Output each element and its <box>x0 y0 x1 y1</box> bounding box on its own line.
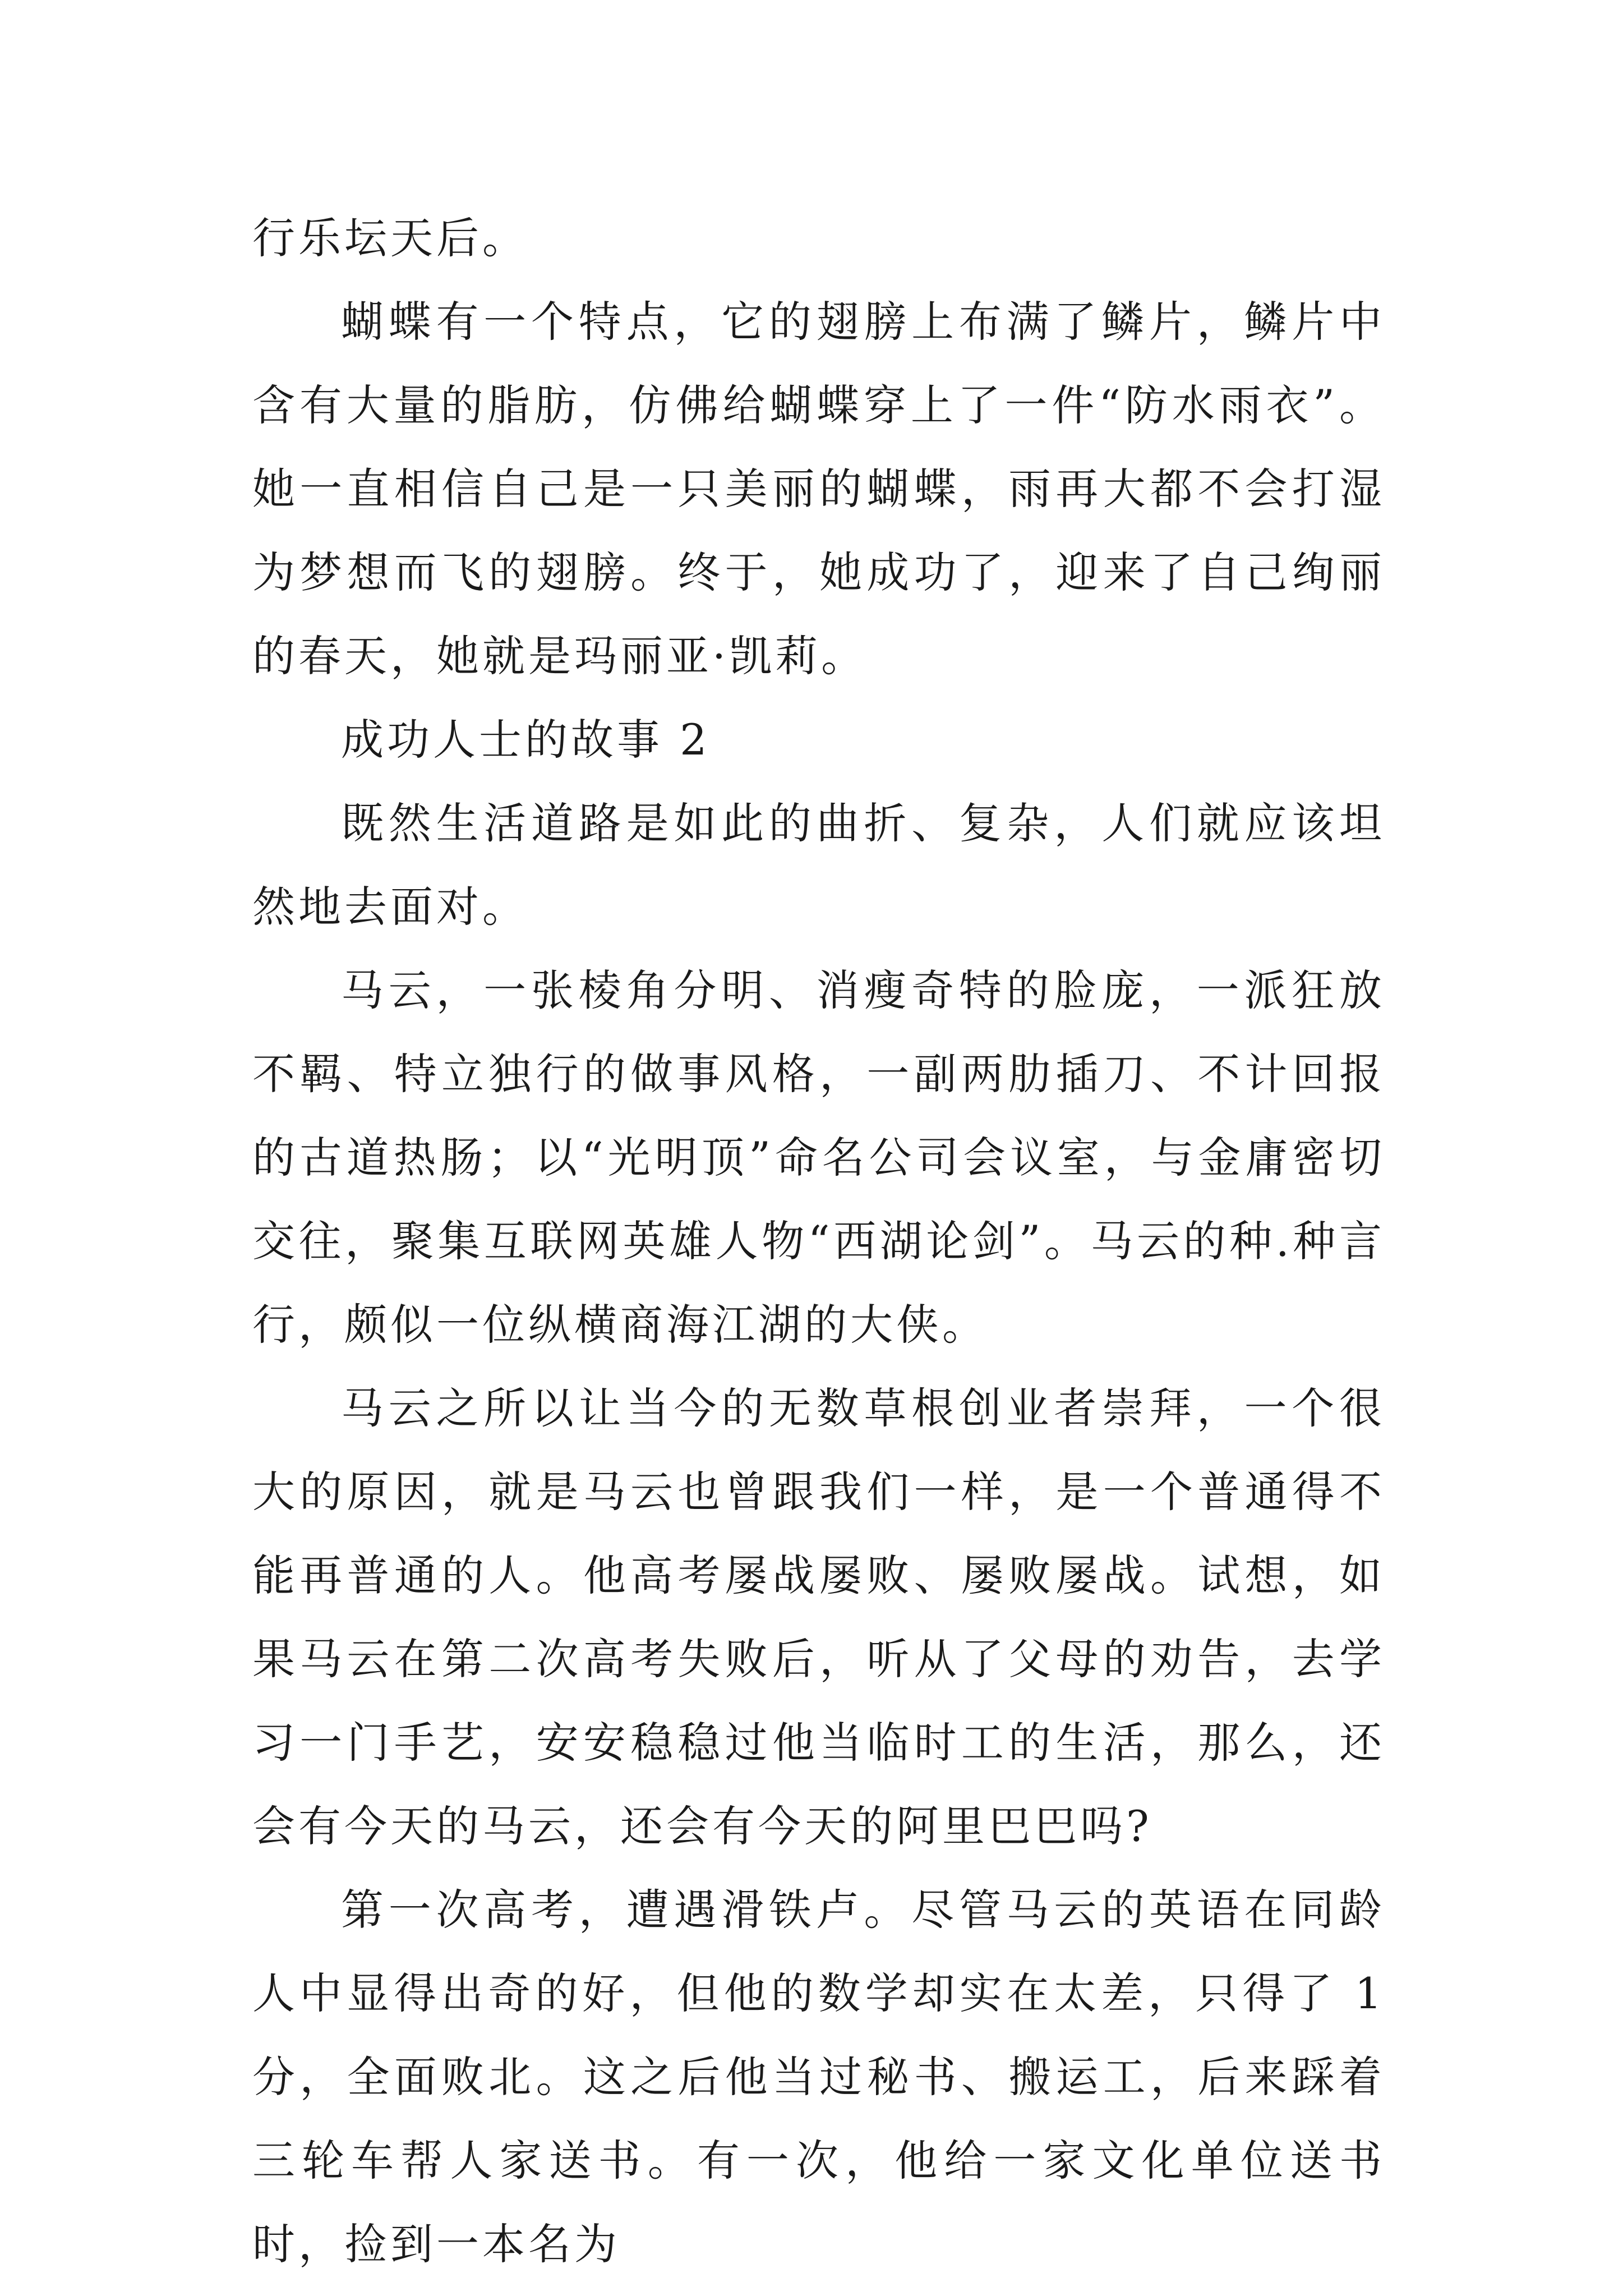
section-heading: 成功人士的故事 2 <box>341 715 711 765</box>
document-body <box>252 196 1385 2286</box>
paragraph-1: 行乐坛天后。 <box>252 213 528 263</box>
paragraph-2: 蝴蝶有一个特点，它的翅膀上布满了鳞片，鳞片中含有大量的脂肪，仿佛给蝴蝶穿上了一件“防水雨衣”。她一直相信自己是一只美丽的蝴蝶，雨再大都不会打湿为梦想而飞的翅膀。终于，她成功了，迎来了自己绚丽的春天，她就是玛丽亚·凯莉。 <box>252 297 1385 681</box>
paragraph-5: 马云之所以让当今的无数草根创业者崇拜，一个很大的原因，就是马云也曾跟我们一样，是一个普通得不能再普通的人。他高考屡战屡败、屡败屡战。试想，如果马云在第二次高考失败后，听从了父母的劝告，去学习一门手艺，安安稳稳过他当临时工的生活，那么，还会有今天的马云，还会有今天的阿里巴巴吗? <box>252 1383 1385 1851</box>
paragraph-4: 马云，一张棱角分明、消瘦奇特的脸庞，一派狂放不羁、特立独行的做事风格，一副两肋插刀、不计回报的古道热肠；以“光明顶”命名公司会议室，与金庸密切交往，聚集互联网英雄人物“西湖论剑”。马云的种.种言行，颇似一位纵横商海江湖的大侠。 <box>252 965 1385 1350</box>
paragraph-3: 既然生活道路是如此的曲折、复杂，人们就应该坦然地去面对。 <box>252 798 1385 932</box>
paragraph-6: 第一次高考，遭遇滑铁卢。尽管马云的英语在同龄人中显得出奇的好，但他的数学却实在太差，只得了 1 分，全面败北。这之后他当过秘书、搬运工，后来踩着三轮车帮人家送书。有一次，他给一家文化单位送书时，捡到一本名为 <box>252 1885 1385 2269</box>
